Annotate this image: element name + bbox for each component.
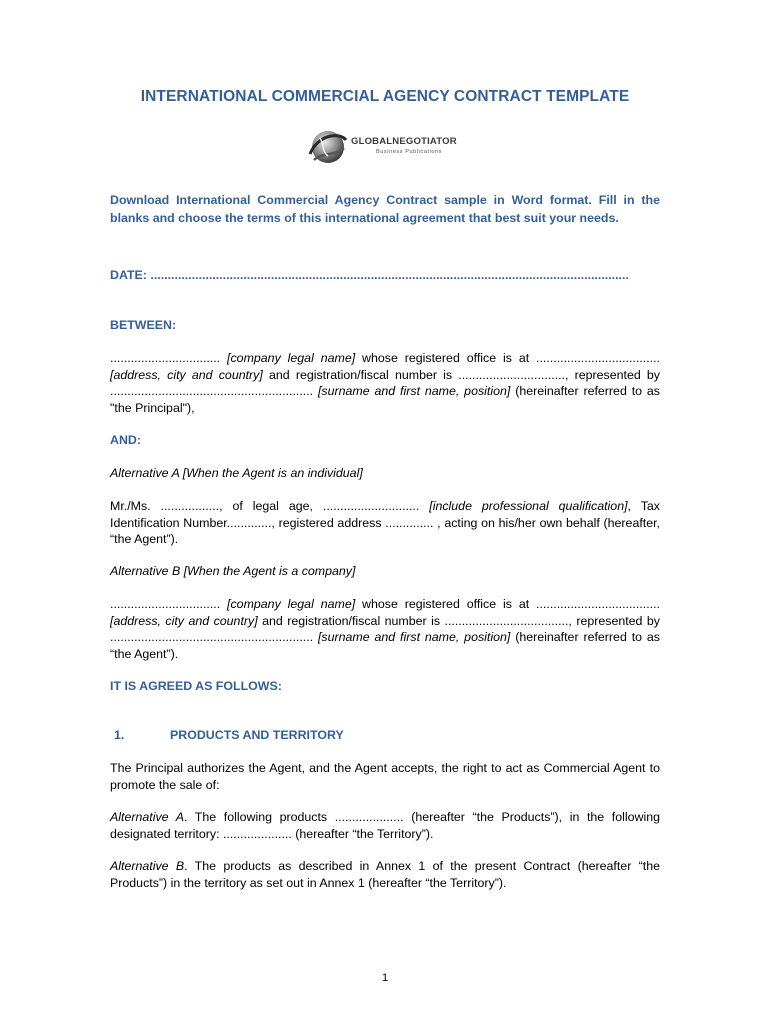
alt-a-placeholder-qualification: [include professional qualification] (429, 499, 628, 513)
alt-b-placeholder-company: [company legal name] (227, 597, 356, 611)
section-1-alt-b-text: . The products as described in Annex 1 of the present Contract (hereafter “the Products”) in the territory as set out in Annex 1 (hereafter “the Territory”). (110, 859, 660, 890)
logo-subtitle: Business Publications (376, 149, 443, 155)
globe-swirl-icon (306, 126, 350, 170)
section-1-alt-a (110, 809, 660, 842)
principal-placeholder-company: [company legal name] (227, 351, 356, 365)
date-label: DATE: ........................................................................................................................................... (110, 268, 629, 282)
intro-paragraph: Download International Commercial Agency Contract sample in Word format. Fill in the blanks and choose the terms of this international agreement that best suit your needs. (110, 193, 660, 225)
between-label: BETWEEN: (110, 318, 177, 332)
alt-a-heading-condition: [When the Agent is an individual] (179, 466, 363, 480)
principal-text-1: ................................ (110, 351, 228, 365)
alt-b-placeholder-representative: [surname and first name, position] (317, 630, 511, 644)
alt-a-text-2: , Tax Identification Number............., registered address .............. , acting on his/her own behalf (hereafter, “the Agent”). (110, 499, 660, 546)
agreed-label: IT IS AGREED AS FOLLOWS: (110, 679, 282, 693)
principal-text-2: whose registered office is at .................................... (355, 351, 660, 365)
principal-placeholder-address: [address, city and country] (110, 367, 263, 382)
global-negotiator-logo (306, 124, 466, 170)
alt-b-heading-condition: [When the Agent is a company] (180, 564, 356, 578)
alt-b-text-1: ................................ (110, 597, 228, 611)
logo-wordmark: GLOBALNEGOTIATOR (351, 136, 457, 147)
alt-b-placeholder-address: [address, city and country] (110, 613, 258, 628)
alt-b-heading (110, 563, 660, 580)
page-number: 1 (381, 972, 389, 984)
principal-text-4: (hereinafter referred to as "the Principal"), (110, 384, 660, 415)
alt-b-text-2: whose registered office is at .................................... (355, 597, 660, 611)
alt-a-paragraph (110, 498, 660, 548)
alt-a-heading-label: Alternative A (110, 466, 180, 480)
alt-b-paragraph (110, 596, 660, 662)
and-label: AND: (110, 433, 141, 447)
alt-b-heading-label: Alternative B (110, 564, 181, 578)
section-1-title: PRODUCTS AND TERRITORY (170, 728, 344, 742)
principal-text-3: and registration/fiscal number is ..............................., represented by ........................................................... (110, 367, 660, 398)
section-1-alt-b (110, 858, 660, 891)
alt-a-text-1: Mr./Ms. ................., of legal age, ............................ (110, 499, 430, 513)
section-1-number: 1. (114, 728, 125, 742)
section-1-paragraph: The Principal authorizes the Agent, and the Agent accepts, the right to act as Commercial Agent to promote the sale of: (110, 761, 660, 792)
alt-a-heading (110, 465, 660, 482)
alt-b-text-4: (hereinafter referred to as “the Agent”). (110, 630, 660, 661)
principal-paragraph (110, 350, 660, 416)
alt-b-text-3: and registration/fiscal number is ...................................., represented by ........................................................... (110, 613, 660, 644)
section-1-alt-a-text: . The following products .................... (hereafter “the Products”), in the following designated territory: .................... (hereafter “the Territory”). (110, 810, 660, 841)
principal-placeholder-representative: [surname and first name, position] (317, 384, 511, 398)
document-title: INTERNATIONAL COMMERCIAL AGENCY CONTRACT TEMPLATE (140, 88, 630, 105)
section-1-alt-b-label: Alternative B (110, 859, 185, 873)
section-1-alt-a-label: Alternative A (110, 810, 184, 824)
